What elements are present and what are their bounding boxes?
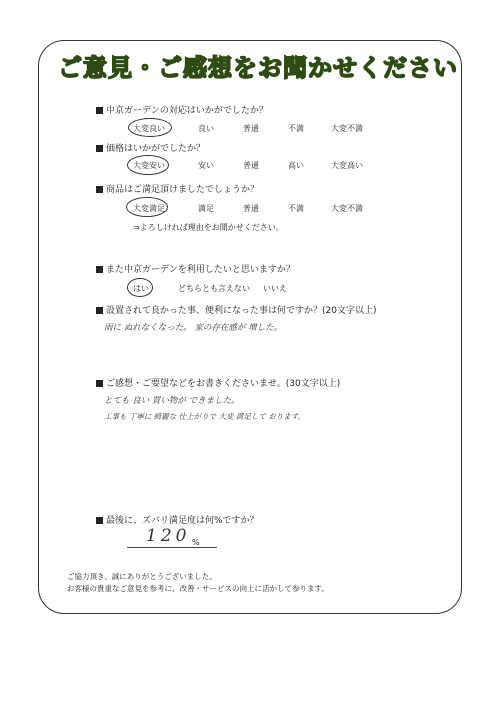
handwritten-circle-price [127, 155, 169, 175]
question-support [96, 103, 268, 116]
option-reuse-neutral[interactable]: どちらとも言えない [178, 284, 250, 293]
option-product-3[interactable]: 普通 [243, 204, 259, 213]
bullet-square-icon [96, 145, 103, 152]
handwritten-circle-support [128, 118, 172, 137]
option-product-5[interactable]: 大変不満 [331, 204, 363, 213]
question-satisfaction [96, 513, 259, 526]
question-product [96, 182, 259, 195]
question-comments-label: ご感想・ご要望などをお書きくださいませ。(30文字以上) [106, 379, 341, 389]
footer-thanks: ご協力頂き、誠にありがとうございました。 [67, 572, 217, 581]
option-price-4[interactable]: 高い [288, 161, 304, 170]
option-price-3[interactable]: 普通 [243, 161, 259, 170]
question-comments [96, 376, 340, 389]
option-price-5[interactable]: 大変高い [331, 161, 363, 170]
option-support-2[interactable]: 良い [198, 124, 214, 133]
bullet-square-icon [96, 517, 103, 524]
survey-title: ご意見・ご感想をお聞かせください [58, 54, 458, 82]
answer-comments-line2[interactable]: 工事も 丁寧に 綺麗な 仕上がりで 大変 満足して おります。 [104, 412, 306, 421]
question-support-label: 中京ガーデンの対応はいかがでしたか？ [106, 106, 268, 116]
bullet-square-icon [96, 266, 103, 273]
bullet-square-icon [96, 186, 103, 193]
question-benefit [96, 303, 376, 316]
bullet-square-icon [96, 107, 103, 114]
question-satisfaction-label: 最後に、ズバリ満足度は何%ですか？ [106, 516, 259, 526]
satisfaction-underline [127, 547, 217, 548]
answer-comments-line1[interactable]: とても 良い 買い物が できました。 [104, 396, 240, 406]
option-support-4[interactable]: 不満 [288, 124, 304, 133]
satisfaction-value[interactable]: 120 [146, 526, 191, 546]
option-support-3[interactable]: 普通 [243, 124, 259, 133]
option-product-4[interactable]: 不満 [288, 204, 304, 213]
option-reuse-yes[interactable]: はい [133, 284, 149, 293]
reason-prompt: ⇒よろしければ理由をお聞かせください。 [133, 223, 284, 232]
answer-benefit[interactable]: 雨に ぬれなくなった。 家の存在感が 増した。 [104, 323, 283, 333]
option-price-2[interactable]: 安い [198, 161, 214, 170]
question-price-label: 価格はいかがでしたか？ [106, 144, 206, 154]
option-reuse-no[interactable]: いいえ [263, 284, 287, 293]
option-support-1[interactable]: 大変良い [133, 124, 165, 133]
option-product-1[interactable]: 大変満足 [133, 204, 165, 213]
footer-message: お客様の貴重なご意見を参考に、改善・サービスの向上に活かして参ります。 [67, 584, 329, 593]
satisfaction-unit: % [192, 538, 200, 547]
handwritten-circle-product [126, 197, 168, 217]
question-price [96, 141, 205, 154]
bullet-square-icon [96, 307, 103, 314]
question-product-label: 商品はご満足頂けましたでしょうか？ [106, 185, 260, 195]
handwritten-circle-reuse [127, 278, 153, 297]
option-product-2[interactable]: 満足 [198, 204, 214, 213]
bullet-square-icon [96, 380, 103, 387]
question-reuse [96, 262, 295, 275]
option-price-1[interactable]: 大変安い [133, 161, 165, 170]
option-support-5[interactable]: 大変不満 [331, 124, 363, 133]
question-reuse-label: また中京ガーデンを利用したいと思いますか？ [106, 265, 295, 275]
question-benefit-label: 設置されて良かった事、便利になった事は何ですか？(20文字以上) [106, 306, 377, 316]
